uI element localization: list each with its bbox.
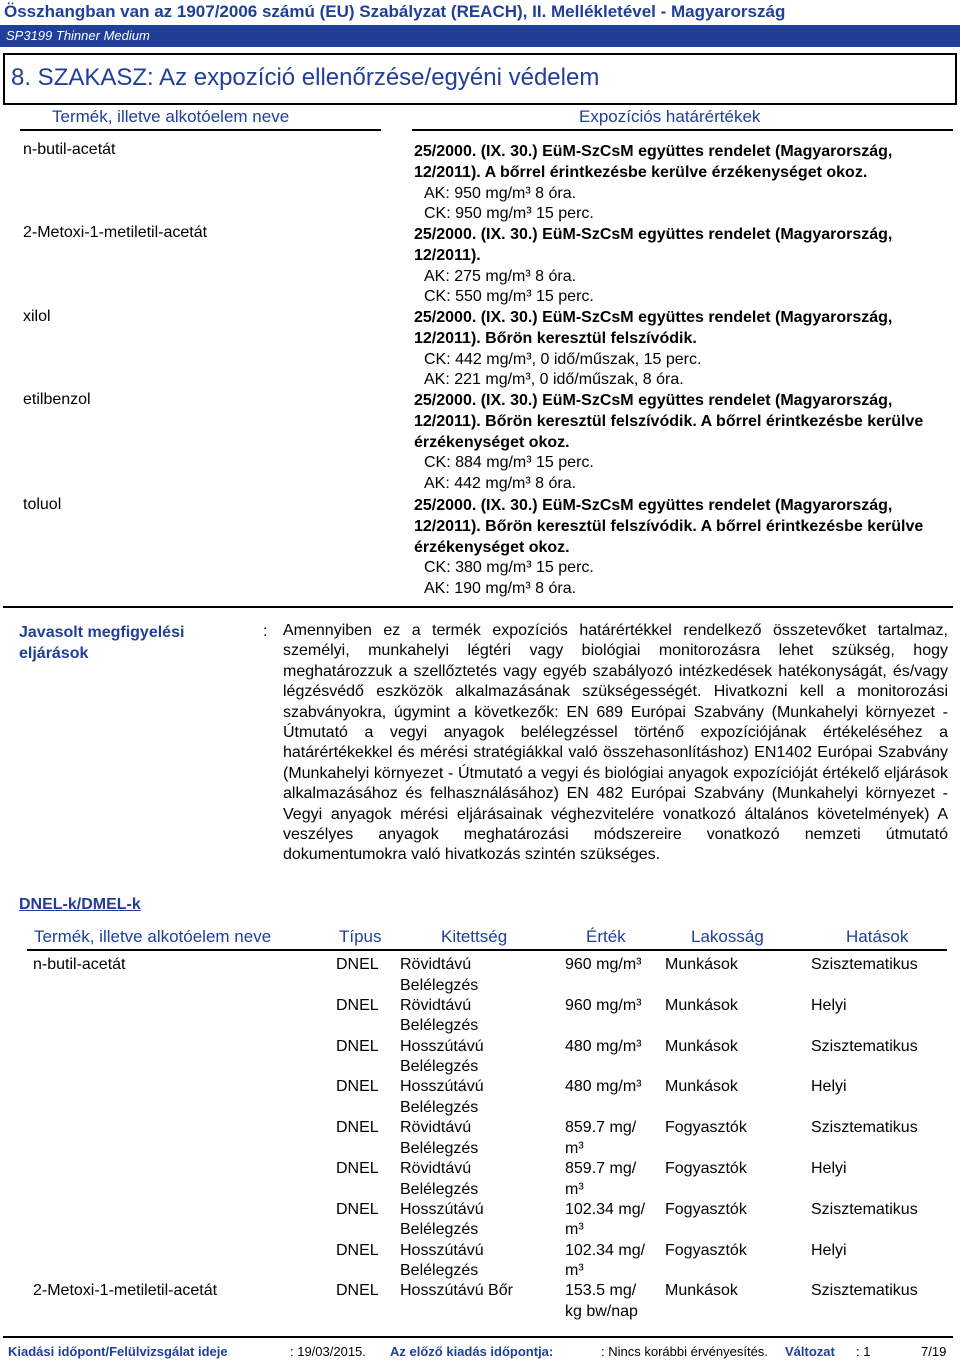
exposure-row-limits (414, 142, 954, 225)
exposure-col-product-header: Termék, illetve alkotóelem neve (52, 107, 290, 126)
exposure-limit-ak: AK: 275 mg/m³ 8 óra. (424, 267, 577, 285)
dnel-cell-effects: Helyi (811, 1078, 847, 1096)
exposure-row-limits (414, 225, 954, 308)
dnel-cell-type: DNEL (336, 996, 379, 1014)
dnel-col-effects: Hatások (846, 927, 909, 946)
dnel-cell-type: DNEL (336, 1037, 379, 1055)
dnel-cell-population: Munkások (665, 956, 738, 973)
exposure-limit-ck: CK: 380 mg/m³ 15 perc. (424, 559, 594, 577)
dnel-cell-value: 480 mg/m³ (565, 1037, 642, 1055)
exposure-regulation-text: 25/2000. (IX. 30.) EüM-SzCsM együttes rendelet (Magyarország, 12/2011). (414, 226, 893, 264)
dnel-cell-value: 859.7 mg/ m³ (565, 1160, 637, 1198)
dnel-cell-effects: Helyi (811, 1160, 847, 1177)
dnel-cell-population: Fogyasztók (665, 1160, 747, 1177)
dnel-cell-exposure: Hosszútávú Belélegzés (400, 1037, 484, 1076)
dnel-cell-exposure: Hosszútávú Belélegzés (400, 1078, 484, 1116)
footer-version-label: Változat (785, 1344, 835, 1359)
exposure-row-name: 2-Metoxi-1-metiletil-acetát (23, 224, 208, 241)
colon-separator: : (263, 623, 268, 640)
exposure-row-limits (414, 496, 954, 600)
exposure-limit-ck: CK: 884 mg/m³ 15 perc. (424, 454, 594, 472)
footer-prev-label: Az előző kiadás időpontja: (390, 1344, 554, 1359)
dnel-cell-population: Munkások (665, 1037, 738, 1055)
dnel-cell-effects: Szisztematikus (811, 1037, 918, 1055)
dnel-cell-population: Fogyasztók (665, 1119, 747, 1137)
exposure-row-name: toluol (23, 496, 62, 513)
regulation-title: Összhangban van az 1907/2006 számú (EU) Szabályzat (REACH), II. Mellékletével - Magyarország (4, 2, 786, 21)
section-heading-box (3, 53, 957, 105)
dnel-cell-population: Fogyasztók (665, 1241, 747, 1259)
dnel-cell-population: Munkások (665, 996, 738, 1014)
divider (27, 949, 947, 951)
dnel-cell-type: DNEL (336, 1160, 379, 1177)
dnel-cell-type: DNEL (336, 1119, 379, 1137)
dnel-cell-value: 153.5 mg/ kg bw/nap (565, 1282, 638, 1320)
exposure-row-limits (414, 308, 954, 391)
dnel-cell-exposure: Hosszútávú Bőr (400, 1282, 513, 1300)
dnel-cell-effects: Szisztematikus (811, 1200, 918, 1218)
section-title: 8. SZAKASZ: Az expozíció ellenőrzése/egyéni védelem (11, 64, 600, 91)
monitoring-text: Amennyiben ez a termék expozíciós határértékkel rendelkező összetevőket tartalmaz, személyi, munkahelyi légtéri vagy biológiai monitorozásra lehet szükség, hogy meghatározzuk a szellőztetés vagy egyéb szabályozó intézkedések hatékonyságát, és/vagy légzésvédő eszközök alkalmazásának szükségességét. Hivatkozni kell a monitorozási szabványokra, úgymint a következők: EN 689 Európai Szabvány (Munkahelyi környezet - Útmutató a vegyi anyagok belélegzéssel történő expozíciójának értékeléséhez a határértékekkel és mérési stratégiákkal való összehasonlításhoz) EN1402 Európai Szabvány (Munkahelyi környezet - Útmutató a vegyi és biológiai anyagok expozícióját értékelő eljárások alkalmazásához és felhasználásához) EN 482 Európai Szabvány (Munkahelyi környezet - Vegyi anyagok mérési eljárásainak véghezvitelére vonatkozó általános követelmények) A veszélyes anyagok meghatározási módszereire vonatkozó nemzeti útmutató dokumentumokra való hivatkozás szintén szükséges. (283, 622, 948, 864)
product-name: SP3199 Thinner Medium (6, 28, 150, 43)
exposure-limit-ak: AK: 221 mg/m³, 0 idő/műszak, 8 óra. (424, 371, 684, 389)
dnel-col-product: Termék, illetve alkotóelem neve (34, 927, 272, 946)
exposure-regulation-text: 25/2000. (IX. 30.) EüM-SzCsM együttes rendelet (Magyarország, 12/2011). Bőrön keresztül felszívódik. A bőrrel érintkezésbe kerülve érzékenységet okoz. (414, 392, 924, 451)
exposure-limit-ck: CK: 442 mg/m³, 0 idő/műszak, 15 perc. (424, 350, 702, 368)
dnel-cell-product: 2-Metoxi-1-metiletil-acetát (33, 1282, 218, 1300)
exposure-col-limits-header: Expozíciós határértékek (579, 107, 761, 126)
dnel-cell-exposure: Rövidtávú Belélegzés (400, 1119, 479, 1157)
exposure-regulation-text: 25/2000. (IX. 30.) EüM-SzCsM együttes rendelet (Magyarország, 12/2011). A bőrrel érintkezésbe kerülve érzékenységet okoz. (414, 143, 893, 181)
dnel-cell-type: DNEL (336, 1200, 379, 1218)
dnel-cell-effects: Szisztematikus (811, 1282, 918, 1300)
exposure-limit-ak: AK: 442 mg/m³ 8 óra. (424, 475, 577, 493)
exposure-row-name: xilol (23, 308, 51, 325)
exposure-regulation-text: 25/2000. (IX. 30.) EüM-SzCsM együttes rendelet (Magyarország, 12/2011). Bőrön keresztül felszívódik. A bőrrel érintkezésbe kerülve érzékenységet okoz. (414, 497, 924, 556)
dnel-cell-effects: Helyi (811, 996, 847, 1014)
dnel-col-population: Lakosság (691, 927, 764, 946)
footer-issue-label: Kiadási időpont/Felülvizsgálat ideje (8, 1344, 228, 1359)
dnel-cell-exposure: Rövidtávú Belélegzés (400, 956, 479, 994)
dnel-cell-value: 859.7 mg/ m³ (565, 1119, 637, 1157)
exposure-limit-ak: AK: 950 mg/m³ 8 óra. (424, 184, 577, 202)
footer-version-value: : 1 (856, 1344, 871, 1359)
dnel-cell-type: DNEL (336, 1282, 379, 1300)
dnel-section-label: DNEL-k/DMEL-k (19, 896, 141, 913)
dnel-cell-value: 960 mg/m³ (565, 996, 642, 1014)
exposure-limit-ck: CK: 950 mg/m³ 15 perc. (424, 205, 594, 223)
dnel-cell-population: Munkások (665, 1282, 738, 1300)
dnel-col-value: Érték (586, 927, 626, 946)
footer-page-number: 7/19 (921, 1344, 947, 1359)
footer-issue-value: : 19/03/2015. (290, 1344, 366, 1359)
dnel-cell-value: 102.34 mg/ m³ (565, 1241, 646, 1280)
dnel-col-exposure: Kitettség (441, 927, 508, 946)
divider (20, 129, 381, 131)
dnel-cell-effects: Helyi (811, 1241, 847, 1259)
exposure-limit-ck: CK: 550 mg/m³ 15 perc. (424, 288, 594, 306)
dnel-cell-population: Munkások (665, 1078, 738, 1096)
divider (3, 606, 953, 608)
dnel-cell-exposure: Hosszútávú Belélegzés (400, 1241, 484, 1280)
document-header (0, 0, 960, 23)
dnel-cell-exposure: Hosszútávú Belélegzés (400, 1200, 484, 1239)
dnel-cell-value: 102.34 mg/ m³ (565, 1200, 646, 1239)
dnel-cell-value: 960 mg/m³ (565, 956, 642, 973)
dnel-cell-type: DNEL (336, 1241, 379, 1259)
dnel-col-type: Típus (339, 927, 382, 946)
exposure-limit-ak: AK: 190 mg/m³ 8 óra. (424, 580, 577, 598)
dnel-cell-product: n-butil-acetát (33, 956, 126, 973)
dnel-cell-effects: Szisztematikus (811, 956, 918, 973)
dnel-cell-value: 480 mg/m³ (565, 1078, 642, 1096)
exposure-regulation-text: 25/2000. (IX. 30.) EüM-SzCsM együttes rendelet (Magyarország, 12/2011). Bőrön keresztül felszívódik. (414, 309, 893, 347)
dnel-cell-type: DNEL (336, 1078, 379, 1096)
dnel-cell-exposure: Rövidtávú Belélegzés (400, 1160, 479, 1198)
product-band (0, 25, 960, 47)
dnel-cell-exposure: Rövidtávú Belélegzés (400, 996, 479, 1035)
exposure-row-name: etilbenzol (23, 391, 91, 408)
monitoring-label: Javasolt megfigyelési eljárások (19, 624, 185, 662)
dnel-cell-population: Fogyasztók (665, 1200, 747, 1218)
dnel-cell-effects: Szisztematikus (811, 1119, 918, 1137)
dnel-cell-type: DNEL (336, 956, 379, 973)
page-footer (3, 1336, 953, 1364)
divider (412, 129, 953, 131)
exposure-row-name: n-butil-acetát (23, 141, 116, 158)
footer-prev-value: : Nincs korábbi érvényesítés. (601, 1344, 768, 1359)
exposure-row-limits (414, 391, 954, 495)
